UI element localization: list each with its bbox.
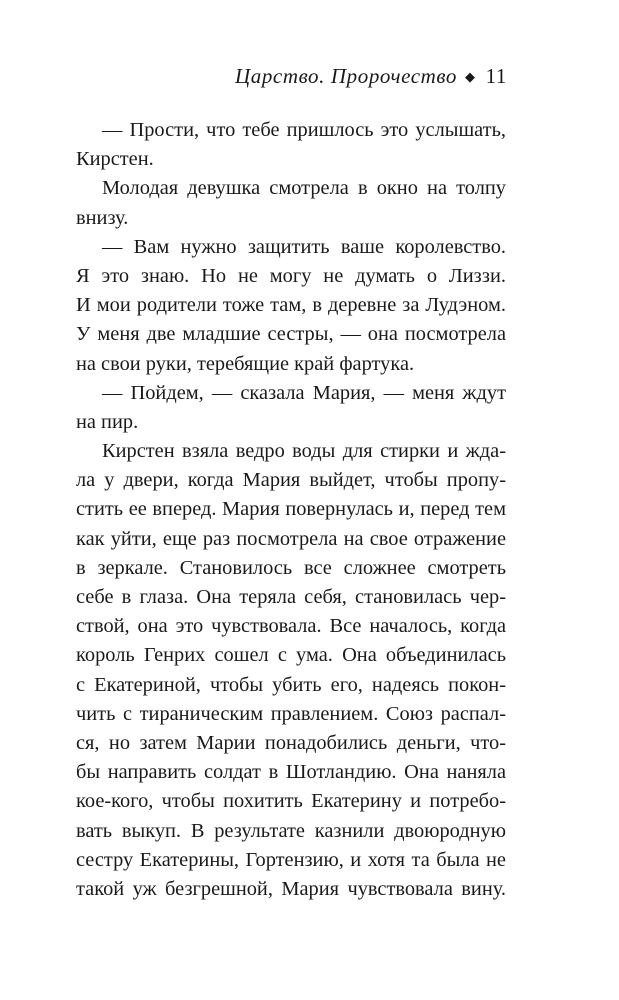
page-number: 11 [485, 64, 507, 88]
text-line: Молодая девушка смотрела в окно на толпу [102, 177, 506, 200]
running-title: Царство. Пророчество [234, 64, 457, 88]
text-line: с Екатериной, чтобы убить его, надеясь покон- [76, 673, 506, 696]
text-line: — Прости, что тебе пришлось это услышать, [102, 119, 506, 141]
text-line: — Пойдем, — сказала Мария, — меня ждут [102, 381, 506, 404]
text-line: такой уж безгрешной, Мария чувствовала вину. [76, 877, 506, 900]
text-line: на свои руки, теребящие край фартука. [76, 352, 415, 375]
diamond-separator-icon: ◆ [464, 69, 476, 84]
text-line: кое-кого, чтобы похитить Екатерину и потребо- [76, 790, 506, 813]
running-head [235, 62, 507, 93]
text-line: вать выкуп. В результате казнили двоюродную [76, 819, 506, 842]
text-line: сестру Екатерины, Гортензию, и хотя та была не [76, 848, 506, 871]
text-line: стить ее вперед. Мария повернулась и, перед тем [76, 498, 506, 521]
text-line: король Генрих сошел с ума. Она объединилась [76, 644, 506, 667]
text-line: чить с тираническим правлением. Союз распал- [76, 702, 506, 725]
text-line: в зеркале. Становилось все сложнее смотреть [76, 556, 506, 579]
text-line: Кирстен взяла ведро воды для стирки и жда- [102, 440, 506, 463]
text-line: Кирстен. [76, 148, 154, 171]
text-line: У меня две младшие сестры, — она посмотрела [76, 323, 506, 346]
body-text [76, 116, 506, 904]
text-line: ла у двери, когда Мария выйдет, чтобы пропу- [76, 469, 506, 492]
text-line: — Вам нужно защитить ваше королевство. [102, 235, 506, 258]
text-line: на пир. [76, 410, 139, 433]
text-line: внизу. [76, 206, 129, 229]
text-line: И мои родители тоже там, в деревне за Лудэном. [76, 294, 506, 317]
text-line: как уйти, еще раз посмотрела на свое отражение [76, 527, 506, 550]
text-line: ствой, она это чувствовала. Все началось, когда [76, 615, 506, 638]
text-line: ся, но затем Марии понадобились деньги, что- [76, 731, 506, 754]
text-line: Я это знаю. Но не могу не думать о Лиззи. [76, 264, 506, 287]
text-line: бы направить солдат в Шотландию. Она наняла [76, 761, 506, 784]
text-line: себе в глаза. Она теряла себя, становилась чер- [76, 586, 506, 608]
